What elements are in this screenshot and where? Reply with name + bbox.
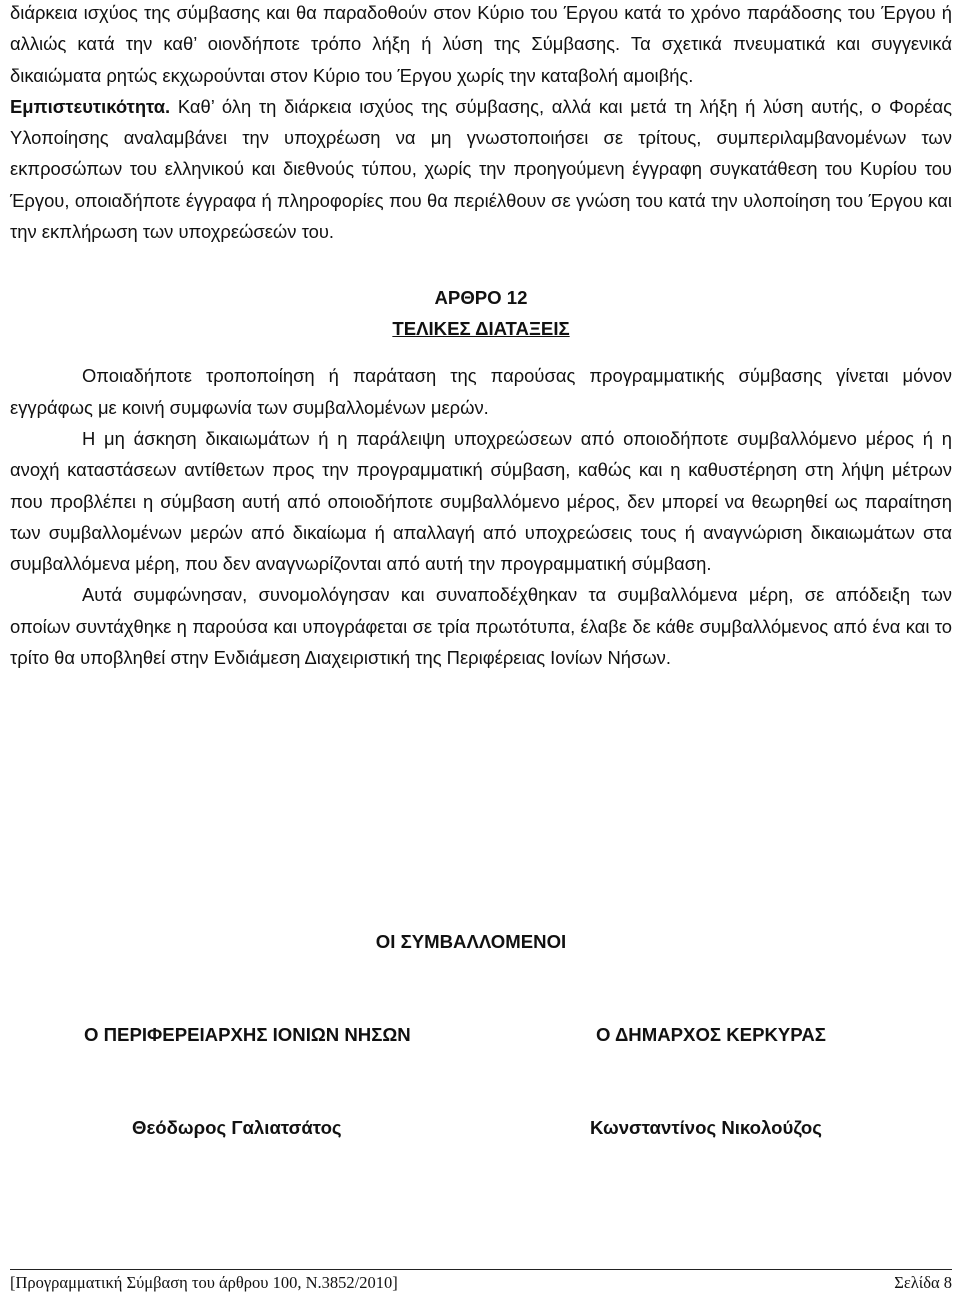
- signatories-heading: ΟΙ ΣΥΜΒΑΛΛΟΜΕΝΟΙ: [375, 931, 567, 952]
- article-paragraph-1: Οποιαδήποτε τροποποίηση ή παράταση της παρούσας προγραμματικής σύμβασης γίνεται μόνον εγγράφως με κοινή συμφωνία των συμβαλλομένων μερών.: [10, 365, 952, 418]
- left-signatory-role: Ο ΠΕΡΙΦΕΡΕΙΑΡΧΗΣ ΙΟΝΙΩΝ ΝΗΣΩΝ: [84, 1024, 411, 1045]
- confidentiality-paragraph: [10, 91, 952, 247]
- left-signatory-name: Θεόδωρος Γαλιατσάτος: [132, 1117, 342, 1138]
- article-title: ΤΕΛΙΚΕΣ ΔΙΑΤΑΞΕΙΣ: [392, 318, 570, 340]
- article-paragraph-3: Αυτά συμφώνησαν, συνομολόγησαν και συναποδέχθηκαν τα συμβαλλόμενα μέρη, σε απόδειξη των οποίων συντάχθηκε η παρούσα και υπογράφεται σε τρία πρωτότυπα, έλαβε δε κάθε συμβαλλόμενος από ένα και το τρίτο θα υποβληθεί στην Ενδιάμεση Διαχειριστική της Περιφέρειας Ιονίων Νήσων.: [10, 584, 952, 669]
- footer-page-number: Σελίδα 8: [894, 1273, 952, 1292]
- article-number: ΑΡΘΡΟ 12: [434, 287, 528, 309]
- document-page: [10, 0, 952, 673]
- confidentiality-text: Καθ’ όλη τη διάρκεια ισχύος της σύμβασης, αλλά και μετά τη λήξη ή λύση αυτής, ο Φορέας Υλοποίησης αναλαμβάνει την υποχρέωση να μη γνωστοποιήσει σε τρίτους, συμπεριλαμβανομένων των εκπροσώπων του ελληνικού και διεθνούς τύπου, χωρίς την προηγούμενη έγγραφη συγκατάθεση του Κυρίου του Έργου, οποιαδήποτε έγγραφα ή πληροφορίες που θα περιέλθουν σε γνώση του κατά την υλοποίηση του Έργου και την εκπλήρωση των υποχρεώσεών του.: [10, 95, 952, 243]
- page-footer: [10, 1269, 952, 1296]
- right-signatory-name: Κωνσταντίνος Νικολούζος: [590, 1117, 822, 1138]
- article-paragraph-2: Η μη άσκηση δικαιωμάτων ή η παράλειψη υποχρεώσεων από οποιοδήποτε συμβαλλόμενο μέρος ή η ανοχή καταστάσεων αντίθετων προς την προγραμματική σύμβαση, καθώς και η καθυστέρηση στη λήψη μέτρων που προβλέπει η σύμβαση αυτή από οποιοδήποτε συμβαλλόμενο μέρος, δεν μπορεί να θεωρηθεί ως παραίτηση των συμβαλλομένων μερών από δικαίωμα ή απαλλαγή από υποχρεώσεις τους ή αναγνώριση δικαιωμάτων στα συμβαλλόμενα μέρη, που δεν αναγνωρίζονται από αυτή την προγραμματική σύμβαση.: [10, 427, 952, 575]
- footer-document-reference: [Προγραμματική Σύμβαση του άρθρου 100, Ν.3852/2010]: [10, 1273, 398, 1292]
- right-signatory-role: Ο ΔΗΜΑΡΧΟΣ ΚΕΡΚΥΡΑΣ: [596, 1024, 826, 1045]
- intro-paragraph: διάρκεια ισχύος της σύμβασης και θα παραδοθούν στον Κύριο του Έργου κατά το χρόνο παράδοσης του Έργου ή αλλιώς κατά την καθ’ οιονδήποτε τρόπο λήξη ή λύση της Σύμβασης. Τα σχετικά πνευματικά και συγγενικά δικαιώματα ρητώς εκχωρούνται στον Κύριο του Έργου χωρίς την καταβολή αμοιβής.: [10, 2, 952, 86]
- confidentiality-heading: Εμπιστευτικότητα.: [10, 95, 171, 117]
